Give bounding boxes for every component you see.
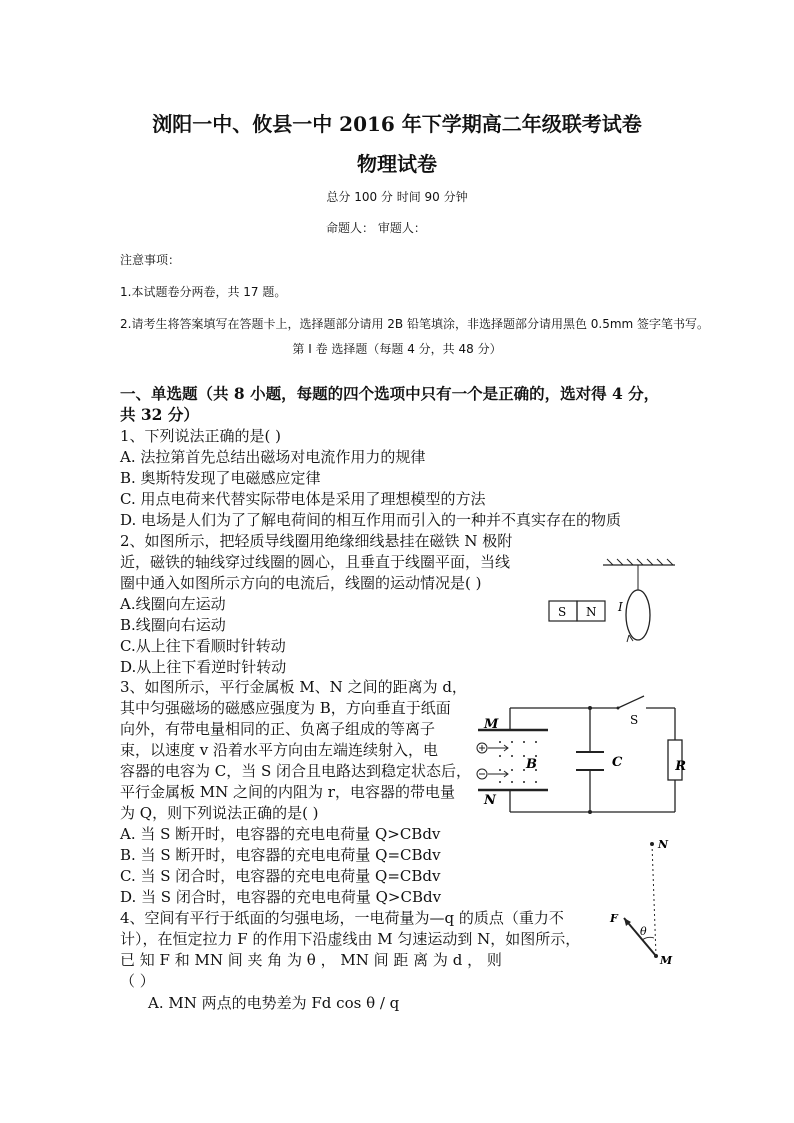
q1-option-c: C. 用点电荷来代替实际带电体是采用了理想模型的方法 xyxy=(120,490,486,508)
label-s: S xyxy=(558,605,567,619)
label-theta: θ xyxy=(640,925,647,938)
q3-option-a: A. 当 S 断开时，电容器的充电电荷量 Q>CBdv xyxy=(120,825,441,843)
q1-option-d: D. 电场是人们为了了解电荷间的相互作用而引入的一种并不真实存在的物质 xyxy=(120,511,622,529)
part1-heading: 第 I 卷 选择题（每题 4 分，共 48 分） xyxy=(292,342,502,356)
circuit-wires xyxy=(510,696,675,812)
authors-line: 命题人： 审题人： xyxy=(326,221,426,235)
section1-heading-line1: 一、单选题（共 8 小题，每题的四个选项中只有一个是正确的，选对得 4 分， xyxy=(120,384,660,403)
q2-option-d: D.从上往下看逆时针转动 xyxy=(120,658,287,676)
junction-dot xyxy=(588,810,592,814)
label-n: N xyxy=(586,605,597,619)
q3-stem-line3: 向外，有带电量相同的正、负离子组成的等离子 xyxy=(120,720,436,738)
q1-option-b: B. 奥斯特发现了电磁感应定律 xyxy=(120,469,321,487)
exam-title: 浏阳一中、攸县一中 2016 年下学期高二年级联考试卷 xyxy=(152,112,642,136)
junction-dot xyxy=(588,706,592,710)
q3-option-d: D. 当 S 闭合时，电容器的充电电荷量 Q>CBdv xyxy=(120,888,442,906)
section1-heading-line2: 共 32 分） xyxy=(120,405,199,424)
q3-option-b: B. 当 S 断开时，电容器的充电电荷量 Q=CBdv xyxy=(120,846,441,864)
score-time: 总分 100 分 时间 90 分钟 xyxy=(326,190,468,204)
notice-item-1: 1.本试题卷分两卷，共 17 题。 xyxy=(120,285,287,299)
point-n-dot xyxy=(650,842,654,846)
q3-stem-line6: 平行金属板 MN 之间的内阻为 r，电容器的带电量 xyxy=(120,783,455,801)
q2-stem-line2: 近，磁铁的轴线穿过线圈的圆心，且垂直于线圈平面，当线 xyxy=(120,553,511,571)
notice-item-2: 2.请考生将答案填写在答题卡上，选择题部分请用 2B 铅笔填涂，非选择题部分请用黑色 0.5mm 签字笔书写。 xyxy=(120,317,710,331)
q3-stem-line1: 3、如图所示，平行金属板 M、N 之间的距离为 d， xyxy=(120,678,467,696)
q2-stem-line3: 圈中通入如图所示方向的电流后，线圈的运动情况是( ) xyxy=(120,574,482,592)
q2-option-a: A.线圈向左运动 xyxy=(120,595,226,613)
q2-figure xyxy=(545,555,685,665)
q4-stem-line3: 已 知 F 和 MN 间 夹 角 为 θ ， MN 间 距 离 为 d ， 则 xyxy=(120,951,502,969)
label-f: F xyxy=(610,912,618,925)
q4-stem-line2: 计），在恒定拉力 F 的作用下沿虚线由 M 匀速运动到 N，如图所示， xyxy=(120,930,581,948)
label-n: N xyxy=(658,838,669,851)
positive-ion-icon xyxy=(477,743,508,753)
q1-stem: 1、下列说法正确的是( ) xyxy=(120,427,282,445)
q3-option-c: C. 当 S 闭合时，电容器的充电电荷量 Q=CBdv xyxy=(120,867,441,885)
q4-option-a: A. MN 两点的电势差为 Fd cos θ / q xyxy=(148,994,400,1012)
label-s: S xyxy=(630,713,639,727)
q2-option-b: B.线圈向右运动 xyxy=(120,616,226,634)
q1-option-a: A. 法拉第首先总结出磁场对电流作用力的规律 xyxy=(120,448,426,466)
q3-stem-line7: 为 Q，则下列说法正确的是( ) xyxy=(120,804,319,822)
ceiling-icon xyxy=(603,559,675,565)
q2-stem-line1: 2、如图所示，把轻质导线圈用绝缘细线悬挂在磁铁 N 极附 xyxy=(120,532,513,550)
q4-stem-line1: 4、空间有平行于纸面的匀强电场，一电荷量为—q 的质点（重力不 xyxy=(120,909,564,927)
label-m: M xyxy=(660,954,673,967)
label-m: M xyxy=(484,717,499,732)
label-c: C xyxy=(612,755,623,770)
q4-stem-line4: （ ） xyxy=(120,972,155,990)
q2-option-c: C.从上往下看顺时针转动 xyxy=(120,637,286,655)
coil-icon xyxy=(626,590,650,640)
notice-heading: 注意事项： xyxy=(120,253,181,267)
mn-dashed-path xyxy=(652,844,656,956)
switch-pivot xyxy=(617,707,620,710)
q3-figure xyxy=(470,690,690,830)
label-r: R xyxy=(675,759,686,774)
q3-stem-line4: 束，以速度 v 沿着水平方向由左端连续射入，电 xyxy=(120,741,439,759)
label-n: N xyxy=(484,793,496,808)
q3-stem-line2: 其中匀强磁场的磁感应强度为 B，方向垂直于纸面 xyxy=(120,699,451,717)
label-current: I xyxy=(618,600,623,614)
q4-figure xyxy=(604,832,684,968)
subject-title: 物理试卷 xyxy=(357,152,437,176)
q3-stem-line5: 容器的电容为 C，当 S 闭合且电路达到稳定状态后， xyxy=(120,762,472,780)
negative-ion-icon xyxy=(477,769,508,779)
label-b: B xyxy=(526,757,537,772)
